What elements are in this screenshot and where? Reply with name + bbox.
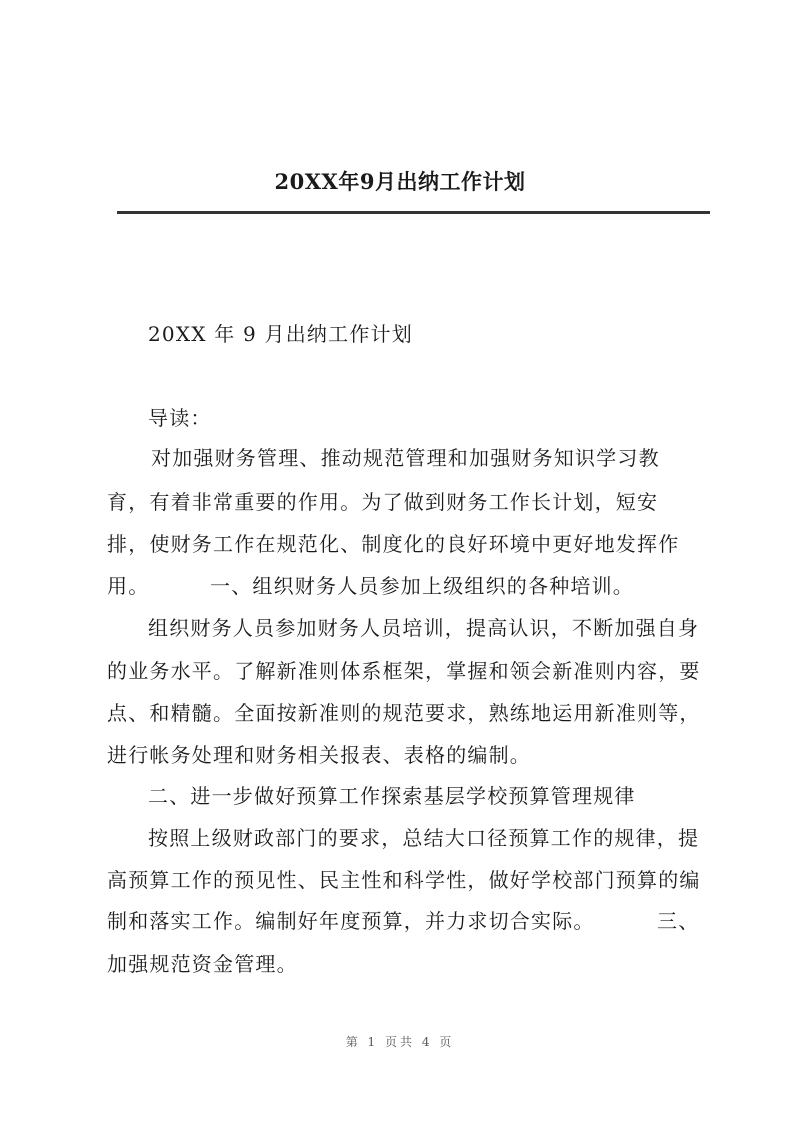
body-line: 按照上级财政部门的要求，总结大口径预算工作的规律，提 bbox=[148, 826, 700, 850]
section-heading-2: 二、进一步做好预算工作探索基层学校预算管理规律 bbox=[148, 784, 636, 808]
intro-label: 导读： bbox=[148, 406, 212, 430]
body-line: 制和落实工作。编制好年度预算，并力求切合实际。 bbox=[107, 909, 595, 933]
section-heading-1: 一、组织财务人员参加上级组织的各种培训。 bbox=[210, 574, 634, 598]
body-line: 加强规范资金管理。 bbox=[107, 952, 298, 976]
body-line: 排，使财务工作在规范化、制度化的良好环境中更好地发挥作 bbox=[107, 532, 680, 556]
page-footer: 第 1 页共 4 页 bbox=[345, 1035, 455, 1049]
body-line: 育，有着非常重要的作用。为了做到财务工作长计划，短安 bbox=[107, 490, 659, 514]
doc-heading: 20XX 年 9 月出纳工作计划 bbox=[148, 322, 413, 346]
body-line: 的业务水平。了解新准则体系框架，掌握和领会新准则内容，要 bbox=[107, 659, 701, 683]
body-line: 对加强财务管理、推动规范管理和加强财务知识学习教 bbox=[151, 446, 660, 470]
body-line: 用。 bbox=[107, 574, 150, 598]
body-line: 高预算工作的预见性、民主性和科学性，做好学校部门预算的编 bbox=[107, 868, 701, 892]
body-line: 组织财务人员参加财务人员培训，提高认识，不断加强自身 bbox=[148, 616, 700, 640]
document-title: 20XX年9月出纳工作计划 bbox=[274, 169, 526, 194]
body-line: 进行帐务处理和财务相关报表、表格的编制。 bbox=[107, 743, 531, 767]
section-heading-3: 三、 bbox=[657, 909, 700, 933]
body-line: 点、和精髓。全面按新准则的规范要求，熟练地运用新准则等， bbox=[107, 701, 701, 725]
title-rule bbox=[117, 211, 710, 214]
